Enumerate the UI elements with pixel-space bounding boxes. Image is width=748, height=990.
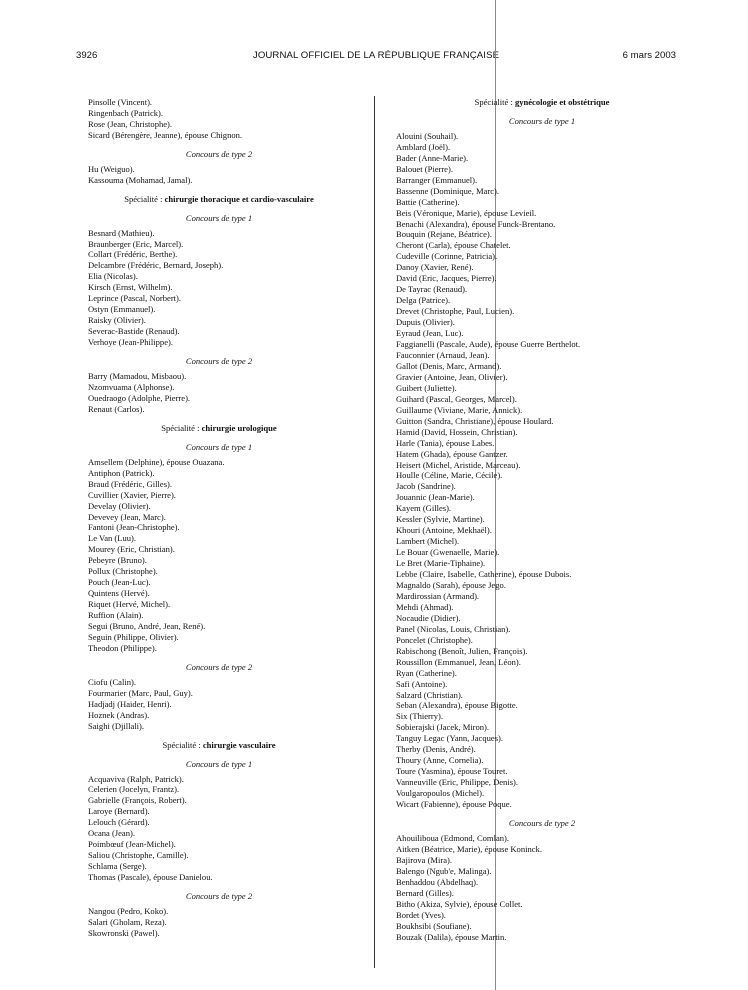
list-item: Vanneuville (Eric, Philippe, Denis). — [396, 777, 519, 788]
list-item: Amsellem (Delphine), épouse Ouazana. — [88, 456, 225, 467]
list-item: Theodon (Philippe). — [88, 642, 157, 653]
list-item: Mehdi (Ahmad). — [396, 601, 454, 612]
list-item: Ringenbach (Patrick). — [88, 107, 163, 118]
concours-heading: Concours de type 2 — [508, 818, 576, 828]
concours-heading: Concours de type 1 — [185, 441, 253, 452]
list-item: Alouini (Souhail). — [396, 130, 459, 141]
name-list — [88, 97, 350, 141]
list-item: Ouedraogo (Adolphe, Pierre). — [88, 392, 191, 403]
list-item: Poimbœuf (Jean-Michel). — [88, 839, 176, 850]
list-item: Toure (Yasmina), épouse Touret. — [396, 766, 508, 777]
list-item: Saliou (Christophe, Camille). — [88, 850, 189, 861]
list-item: Bernard (Gilles). — [396, 887, 454, 898]
list-item: Fauconnier (Arnaud, Jean). — [396, 349, 490, 360]
list-item: Drevet (Christophe, Paul, Lucien). — [396, 306, 515, 317]
list-item: Fourmarier (Marc, Paul, Guy). — [88, 687, 193, 698]
list-item: Leprince (Pascal, Norbert). — [88, 293, 182, 304]
list-item: Nzomvuama (Alphonse). — [88, 381, 175, 392]
list-item: Battie (Catherine). — [396, 196, 460, 207]
specialite-name: chirurgie urologique — [201, 422, 277, 433]
concours-heading: Concours de type 2 — [185, 661, 253, 672]
right-column — [396, 97, 688, 942]
list-item: Cheront (Carla), épouse Chatelet. — [396, 240, 511, 251]
list-item: Hoznek (Andras). — [88, 709, 150, 720]
list-item: Bajirova (Mira). — [396, 854, 453, 865]
list-item: Bader (Anne-Marie). — [396, 152, 469, 163]
specialite-prefix: Spécialité : — [162, 739, 201, 750]
list-item: Harle (Tania), épouse Labes. — [396, 437, 495, 448]
list-item: Balouet (Pierre). — [396, 163, 453, 174]
list-item: Hu (Weiguo). — [88, 163, 135, 174]
name-list — [396, 833, 688, 943]
list-item: Severac-Bastide (Renaud). — [88, 326, 180, 337]
list-item: Gallot (Denis, Marc, Armand). — [396, 360, 502, 371]
list-item: Pouch (Jean-Luc). — [88, 577, 151, 588]
list-item: Khouri (Antoine, Mekhaël). — [396, 525, 492, 536]
list-item: Gravier (Antoine, Jean, Olivier). — [396, 371, 508, 382]
concours-heading: Concours de type 2 — [185, 356, 253, 367]
list-item: Hadjadj (Haider, Henri). — [88, 698, 172, 709]
concours-heading: Concours de type 1 — [508, 115, 576, 126]
list-item: Bitho (Akiza, Sylvie), épouse Collet. — [396, 898, 523, 909]
specialite-name: chirurgie vasculaire — [202, 739, 276, 750]
list-item: Schlama (Serge). — [88, 861, 147, 872]
list-item: Roussillon (Emmanuel, Jean, Léon). — [396, 656, 521, 667]
list-item: Pebeyre (Bruno). — [88, 555, 147, 566]
list-item: Dupuis (Olivier). — [396, 317, 455, 328]
list-item: Collart (Frédéric, Berthe). — [88, 249, 178, 260]
specialite-heading — [88, 423, 350, 434]
specialite-heading — [396, 97, 688, 108]
list-item: Kirsch (Ernst, Wilhelm). — [88, 282, 173, 293]
list-item: Ostyn (Emmanuel). — [88, 304, 156, 315]
list-item: Develay (Olivier). — [88, 500, 151, 511]
list-item: Jouannic (Jean-Marie). — [396, 492, 475, 503]
list-item: Mardirossian (Armand). — [396, 590, 480, 601]
list-item: Braud (Frédéric, Gilles). — [88, 478, 173, 489]
list-item: Verhoye (Jean-Philippe). — [88, 337, 173, 348]
concours-heading: Concours de type 2 — [185, 891, 253, 902]
name-list — [88, 906, 350, 939]
list-item: Boukhsibi (Soufiane). — [396, 920, 472, 931]
specialite-prefix: Spécialité : — [124, 193, 163, 204]
specialite-heading — [88, 740, 350, 751]
list-item: Segui (Bruno, André, Jean, René). — [88, 621, 206, 632]
list-item: Amblard (Joël). — [396, 141, 451, 152]
list-item: De Tayrac (Renaud). — [396, 284, 468, 295]
page-header — [76, 50, 676, 64]
list-item: Devevey (Jean, Marc). — [88, 511, 166, 522]
list-item: Salari (Gholam, Reza). — [88, 916, 167, 927]
concours-heading: Concours de type 1 — [185, 758, 253, 769]
page-number: 3926 — [76, 50, 98, 61]
list-item: Le Van (Luu). — [88, 533, 137, 544]
list-item: Guitton (Sandra, Christiane), épouse Houlard. — [396, 415, 554, 426]
concours-heading: Concours de type 2 — [185, 148, 253, 159]
list-item: Renaut (Carlos). — [88, 403, 145, 414]
name-list — [396, 131, 688, 810]
column-divider — [374, 96, 375, 968]
list-item: Salzard (Christian). — [396, 689, 463, 700]
list-item: Seban (Alexandra), épouse Bigotte. — [396, 700, 518, 711]
list-item: Bouquin (Rejane, Béatrice). — [396, 229, 492, 240]
list-item: Benachi (Alexandra), épouse Funck-Brentano. — [396, 218, 556, 229]
list-item: Lambert (Michel). — [396, 536, 460, 547]
list-item: Braunberger (Eric, Marcel). — [88, 238, 184, 249]
list-item: Delcambre (Frédéric, Bernard, Joseph). — [88, 260, 224, 271]
list-item: Bassenne (Dominique, Marc). — [396, 185, 500, 196]
list-item: Barry (Mamadou, Misbaou). — [88, 371, 187, 382]
list-item: Panel (Nicolas, Louis, Christian). — [396, 623, 511, 634]
list-item: Houlle (Céline, Marie, Cécile). — [396, 470, 503, 481]
list-item: Tanguy Legac (Yann, Jacques). — [396, 733, 503, 744]
specialite-prefix: Spécialité : — [161, 422, 200, 433]
list-item: Hamid (David, Hossein, Christian). — [396, 426, 518, 437]
name-list — [88, 677, 350, 732]
name-list — [88, 228, 350, 348]
name-list — [88, 164, 350, 186]
list-item: Ryan (Catherine). — [396, 667, 457, 678]
list-item: Nangou (Pedro, Koko). — [88, 906, 169, 916]
list-item: Guibert (Juliette). — [396, 382, 457, 393]
list-item: Jacob (Sandrine). — [396, 481, 456, 492]
list-item: Beis (Véronique, Marie), épouse Levieil. — [396, 207, 537, 218]
specialite-prefix: Spécialité : — [474, 97, 513, 107]
list-item: Kessler (Sylvie, Martine). — [396, 514, 485, 525]
list-item: Gabrielle (François, Robert). — [88, 795, 187, 806]
list-item: Le Bret (Marie-Tiphaine). — [396, 558, 486, 569]
list-item: Barranger (Emmanuel). — [396, 174, 478, 185]
list-item: Seguin (Philippe, Olivier). — [88, 631, 179, 642]
list-item: Cudeville (Corinne, Patricia). — [396, 251, 498, 262]
list-item: Lelouch (Gérard). — [88, 817, 150, 828]
list-item: Fantoni (Jean-Christophe). — [88, 522, 180, 533]
name-list — [88, 457, 350, 654]
list-item: Ahouiliboua (Edmond, Comlan). — [396, 832, 509, 843]
list-item: Nocaudie (Didier). — [396, 612, 461, 623]
list-item: Acquaviva (Ralph, Patrick). — [88, 773, 184, 784]
list-item: Aitken (Béatrice, Marie), épouse Koninck. — [396, 843, 542, 854]
name-list — [88, 371, 350, 415]
list-item: Antiphon (Patrick). — [88, 467, 155, 478]
list-item: Besnard (Mathieu). — [88, 227, 155, 238]
list-item: Therby (Denis, André). — [396, 744, 476, 755]
list-item: Danoy (Xavier, René). — [396, 262, 474, 273]
specialite-name: gynécologie et obstétrique — [514, 97, 610, 107]
list-item: Raisky (Olivier). — [88, 315, 146, 326]
list-item: Celerien (Jocelyn, Frantz). — [88, 784, 180, 795]
list-item: Six (Thierry). — [396, 711, 443, 722]
list-item: Wicart (Fabienne), épouse Poque. — [396, 799, 512, 810]
list-item: Kassouma (Mohamad, Jamal). — [88, 174, 193, 185]
concours-heading: Concours de type 1 — [185, 212, 253, 223]
list-item: Le Bouar (Gwenaelle, Marie). — [396, 547, 500, 558]
list-item: Mourey (Eric, Christian). — [88, 544, 175, 555]
list-item: Rabischong (Benoît, Julien, François). — [396, 645, 528, 656]
list-item: Ruffion (Alain). — [88, 610, 144, 621]
specialite-heading — [88, 194, 350, 205]
list-item: Cuvillier (Xavier, Pierre). — [88, 489, 176, 500]
list-item: Rose (Jean, Christophe). — [88, 118, 173, 129]
list-item: Thomas (Pascale), épouse Danielou. — [88, 872, 213, 883]
journal-title: JOURNAL OFFICIEL DE LA RÉPUBLIQUE FRANÇAISE — [252, 50, 500, 61]
list-item: Lebbe (Claire, Isabelle, Catherine), épouse Dubois. — [396, 569, 572, 580]
left-column — [88, 97, 350, 939]
list-item: Thoury (Anne, Cornelia). — [396, 755, 484, 766]
list-item: Guillaume (Viviane, Marie, Annick). — [396, 404, 523, 415]
list-item: Faggianelli (Pascale, Aude), épouse Guerre Berthelot. — [396, 339, 581, 350]
list-item: Kayem (Gilles). — [396, 503, 452, 514]
list-item: Riquet (Hervé, Michel). — [88, 599, 171, 610]
list-item: Guihard (Pascal, Georges, Marcel). — [396, 393, 517, 404]
list-item: Safi (Antoine). — [396, 678, 448, 689]
list-item: Sicard (Bérengère, Jeanne), épouse Chignon. — [88, 129, 243, 140]
list-item: Voulgaropoulos (Michel). — [396, 788, 485, 799]
list-item: Eyraud (Jean, Luc). — [396, 328, 464, 339]
list-item: Skowronski (Pawel). — [88, 927, 160, 938]
list-item: Elia (Nicolas). — [88, 271, 138, 282]
list-item: Bordet (Yves). — [396, 909, 446, 920]
list-item: Quintens (Hervé). — [88, 588, 150, 599]
list-item: Bouzak (Dalila), épouse Martin. — [396, 931, 507, 942]
list-item: Pinsolle (Vincent). — [88, 97, 153, 107]
list-item: Ciofu (Calin). — [88, 676, 136, 687]
list-item: Balengo (Ngub'e, Malinga). — [396, 865, 492, 876]
list-item: Sobierajski (Jacek, Miron). — [396, 722, 490, 733]
list-item: Benhaddou (Abdelhaq). — [396, 876, 479, 887]
name-list — [88, 774, 350, 884]
list-item: Heisert (Michel, Aristide, Marceau). — [396, 459, 521, 470]
list-item: Delga (Patrice). — [396, 295, 451, 306]
list-item: Pollux (Christophe). — [88, 566, 158, 577]
list-item: Ocana (Jean). — [88, 828, 135, 839]
list-item: Poncelet (Christophe). — [396, 634, 473, 645]
list-item: Hatem (Ghada), épouse Gantzer. — [396, 448, 508, 459]
specialite-name: chirurgie thoracique et cardio-vasculaire — [164, 193, 314, 204]
list-item: Saighi (Djillali). — [88, 720, 145, 731]
list-item: David (Eric, Jacques, Pierre). — [396, 273, 497, 284]
list-item: Laroye (Bernard). — [88, 806, 150, 817]
publication-date: 6 mars 2003 — [622, 50, 676, 61]
list-item: Magnaldo (Sarah), épouse Jego. — [396, 579, 506, 590]
